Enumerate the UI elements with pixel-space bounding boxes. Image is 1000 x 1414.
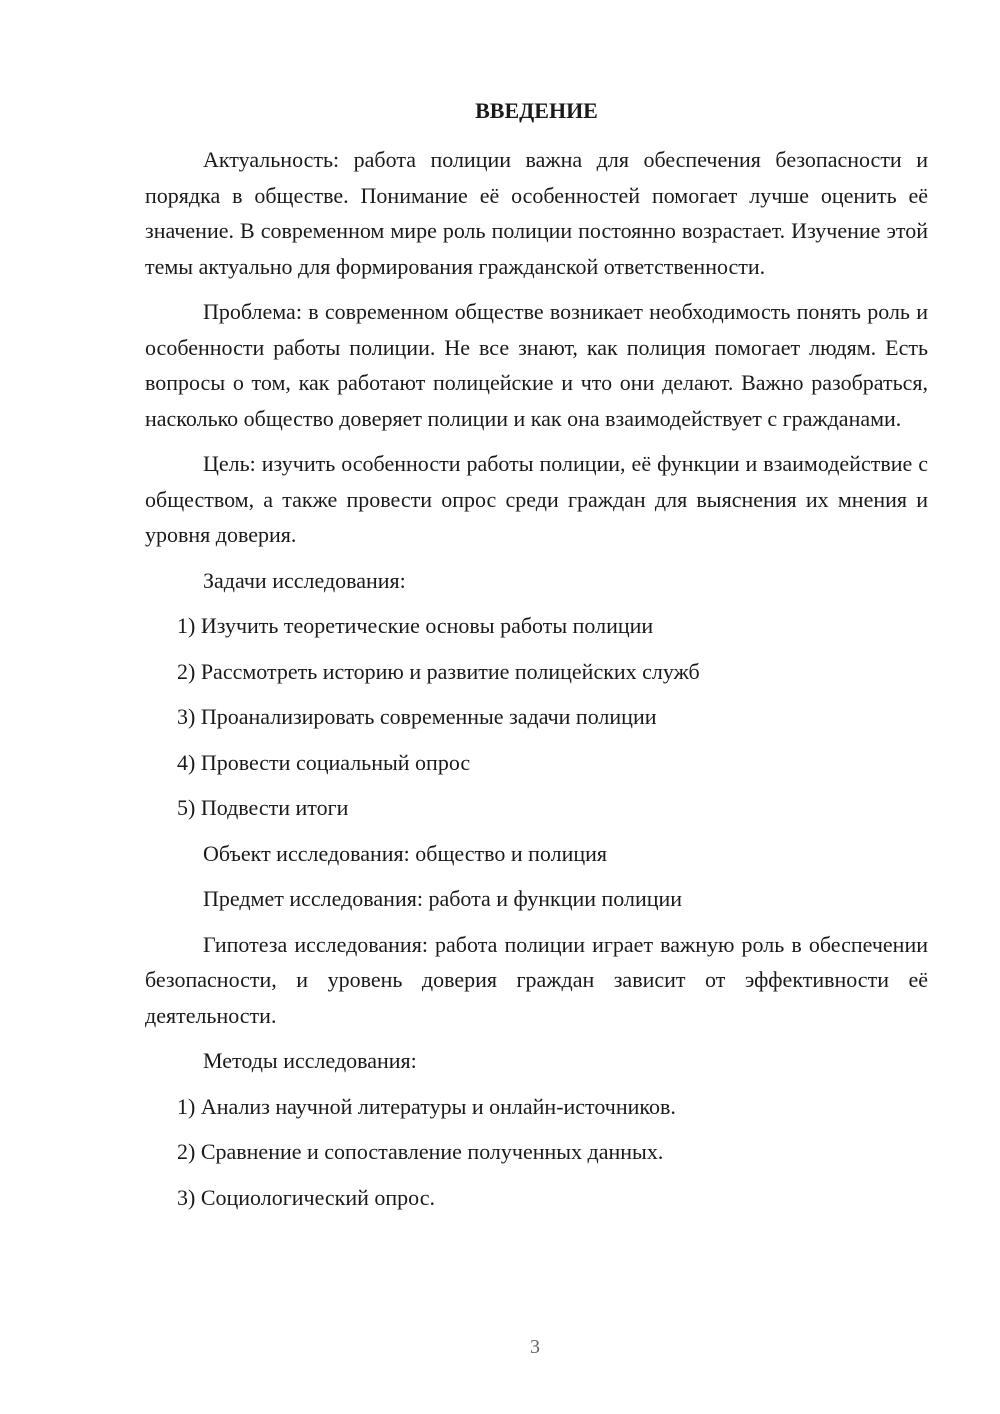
page-number: 3 bbox=[530, 1336, 540, 1358]
subject-paragraph: Предмет исследования: работа и функции полиции bbox=[203, 886, 683, 911]
list-item: 3) Социологический опрос. bbox=[177, 1184, 435, 1210]
list-item: 2) Сравнение и сопоставление полученных данных. bbox=[177, 1139, 664, 1164]
list-item: 4) Провести социальный опрос bbox=[177, 749, 471, 775]
hypothesis-paragraph: Гипотеза исследования: работа полиции играет важную роль в обеспечении безопасности, и уровень доверия граждан зависит от эффективности её деятельности. bbox=[145, 931, 928, 1028]
page-heading: ВВЕДЕНИЕ bbox=[475, 98, 598, 123]
document-body bbox=[145, 142, 928, 1225]
list-item: 5) Подвести итоги bbox=[177, 795, 349, 820]
methods-list bbox=[145, 1089, 928, 1216]
problem-paragraph: Проблема: в современном обществе возникает необходимость понять роль и особенности работы полиции. Не все знают, как полиция помогает людям. Есть вопросы о том, как работают полицейские и что они делают. Важно разобраться, насколько общество доверяет полиции и как она взаимодействует с гражданами. bbox=[145, 299, 928, 431]
object-paragraph: Объект исследования: общество и полиция bbox=[203, 840, 608, 866]
list-item: 3) Проанализировать современные задачи полиции bbox=[177, 704, 657, 729]
tasks-title: Задачи исследования: bbox=[203, 567, 406, 593]
goal-paragraph: Цель: изучить особенности работы полиции, её функции и взаимодействие с обществом, а также провести опрос среди граждан для выяснения их мнения и уровня доверия. bbox=[145, 451, 928, 547]
list-item: 2) Рассмотреть историю и развитие полицейских служб bbox=[177, 658, 700, 684]
tasks-list bbox=[145, 608, 928, 826]
list-item: 1) Изучить теоретические основы работы полиции bbox=[177, 613, 654, 638]
methods-title: Методы исследования: bbox=[203, 1048, 417, 1073]
relevance-paragraph: Актуальность: работа полиции важна для обеспечения безопасности и порядка в обществе. Понимание её особенностей помогает лучше оценить её значение. В современном мире роль полиции постоянно возрастает. Изучение этой темы актуально для формирования гражданской ответственности. bbox=[145, 147, 928, 279]
list-item: 1) Анализ научной литературы и онлайн-источников. bbox=[177, 1093, 676, 1119]
